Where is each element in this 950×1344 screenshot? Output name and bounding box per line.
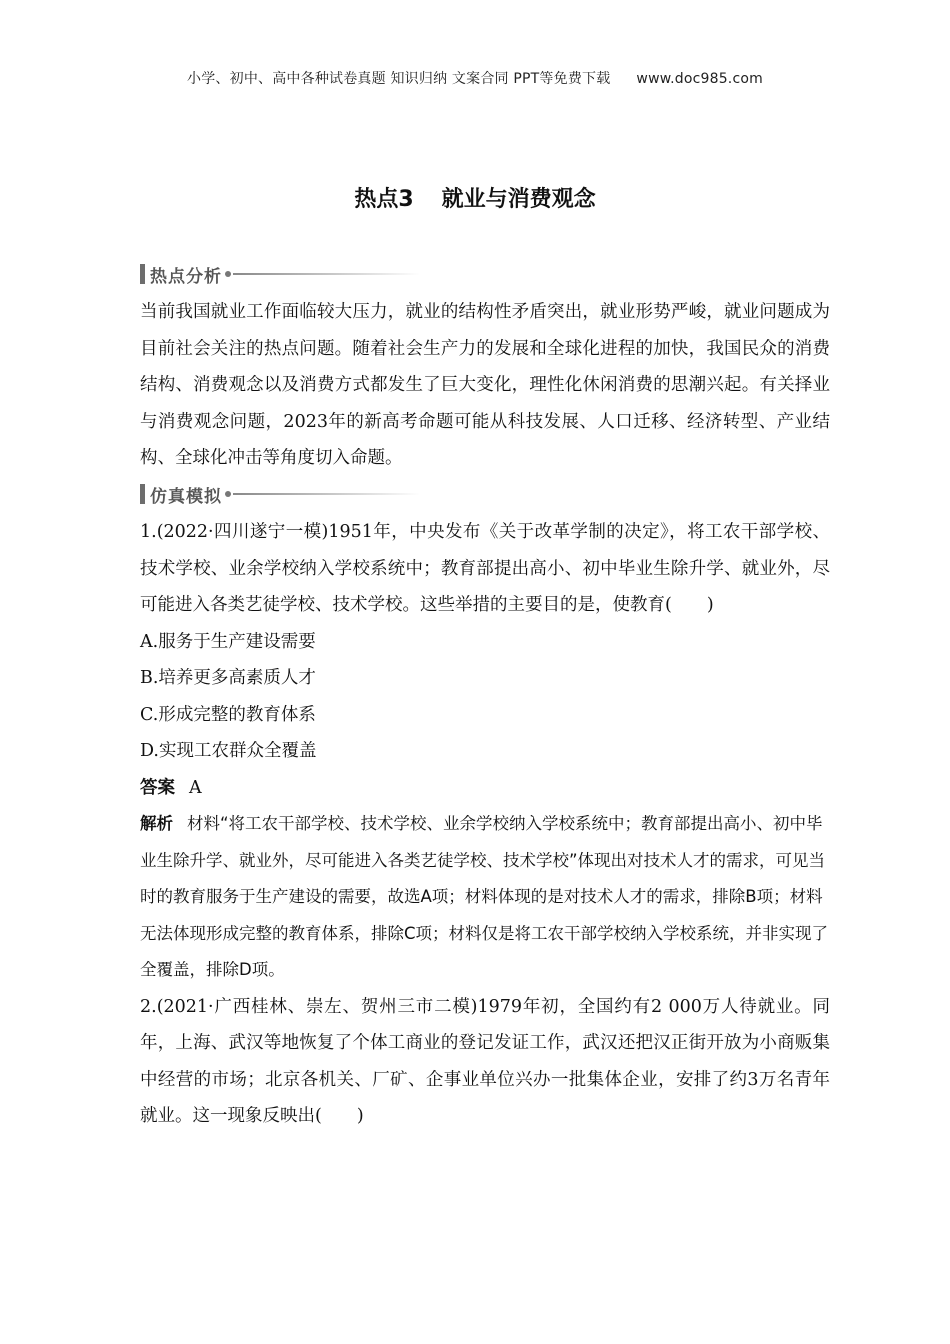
question-1-option-c: C.形成完整的教育体系 — [140, 704, 316, 725]
section-heading-simulation — [140, 483, 420, 505]
section-dot-icon — [225, 491, 231, 497]
explanation-text: 材料“将工农干部学校、技术学校、业余学校纳入学校系统中；教育部提出高小、初中毕业生除升学、就业外，尽可能进入各类艺徒学校、技术学校”体现出对技术人才的需求，可见当时的教育服务于生产建设的需要，故选A项；材料体现的是对技术人才的需求，排除B项；材料无法体现形成完整的教育体系，排除C项；材料仅是将工农干部学校纳入学校系统，并非实现了全覆盖，排除D项。 — [140, 814, 829, 979]
section-dot-icon — [225, 271, 231, 277]
analysis-block — [140, 294, 830, 477]
title-text: 就业与消费观念 — [441, 187, 596, 212]
section-line — [233, 273, 420, 275]
question-1-option-b: B.培养更多高素质人才 — [140, 668, 316, 688]
question-block — [140, 514, 830, 1135]
question-1-explanation — [140, 806, 830, 989]
header-url[interactable]: www.doc985.com — [636, 71, 763, 87]
question-1-stem: 1.(2022·四川遂宁一模)1951年，中央发布《关于改革学制的决定》，将工农干部学校、技术学校、业余学校纳入学校系统中；教育部提出高小、初中毕业生除升学、就业外，尽可能进入各类艺徒学校、技术学校。这些举措的主要目的是，使教育( ) — [140, 522, 830, 615]
section-label: 热点分析 — [150, 266, 222, 287]
page-title — [0, 182, 950, 213]
question-1-answer — [140, 770, 830, 807]
section-bar-icon — [140, 264, 145, 284]
title-number: 热点3 — [354, 187, 414, 212]
answer-label: 答案 — [140, 777, 175, 798]
question-1-option-d: D.实现工农群众全覆盖 — [140, 741, 317, 761]
section-bar-icon — [140, 484, 145, 504]
page-header — [0, 68, 950, 88]
question-2-stem: 2.(2021·广西桂林、崇左、贺州三市二模)1979年初，全国约有2 000万人待就业。同年，上海、武汉等地恢复了个体工商业的登记发证工作，武汉还把汉正街开放为小商贩集中经营的市场；北京各机关、厂矿、企事业单位兴办一批集体企业，安排了约3万名青年就业。这一现象反映出( ) — [140, 996, 830, 1126]
header-text: 小学、初中、高中各种试卷真题 知识归纳 文案合同 PPT等免费下载 — [187, 71, 611, 87]
section-line — [233, 493, 420, 495]
section-label: 仿真模拟 — [150, 486, 222, 507]
explanation-label: 解析 — [140, 814, 173, 833]
answer-value: A — [189, 777, 202, 798]
section-heading-analysis — [140, 263, 420, 285]
analysis-paragraph: 当前我国就业工作面临较大压力，就业的结构性矛盾突出，就业形势严峻，就业问题成为目前社会关注的热点问题。随着社会生产力的发展和全球化进程的加快，我国民众的消费结构、消费观念以及消费方式都发生了巨大变化，理性化休闲消费的思潮兴起。有关择业与消费观念问题，2023年的新高考命题可能从科技发展、人口迁移、经济转型、产业结构、全球化冲击等角度切入命题。 — [140, 302, 830, 468]
question-1-option-a: A.服务于生产建设需要 — [140, 631, 316, 652]
